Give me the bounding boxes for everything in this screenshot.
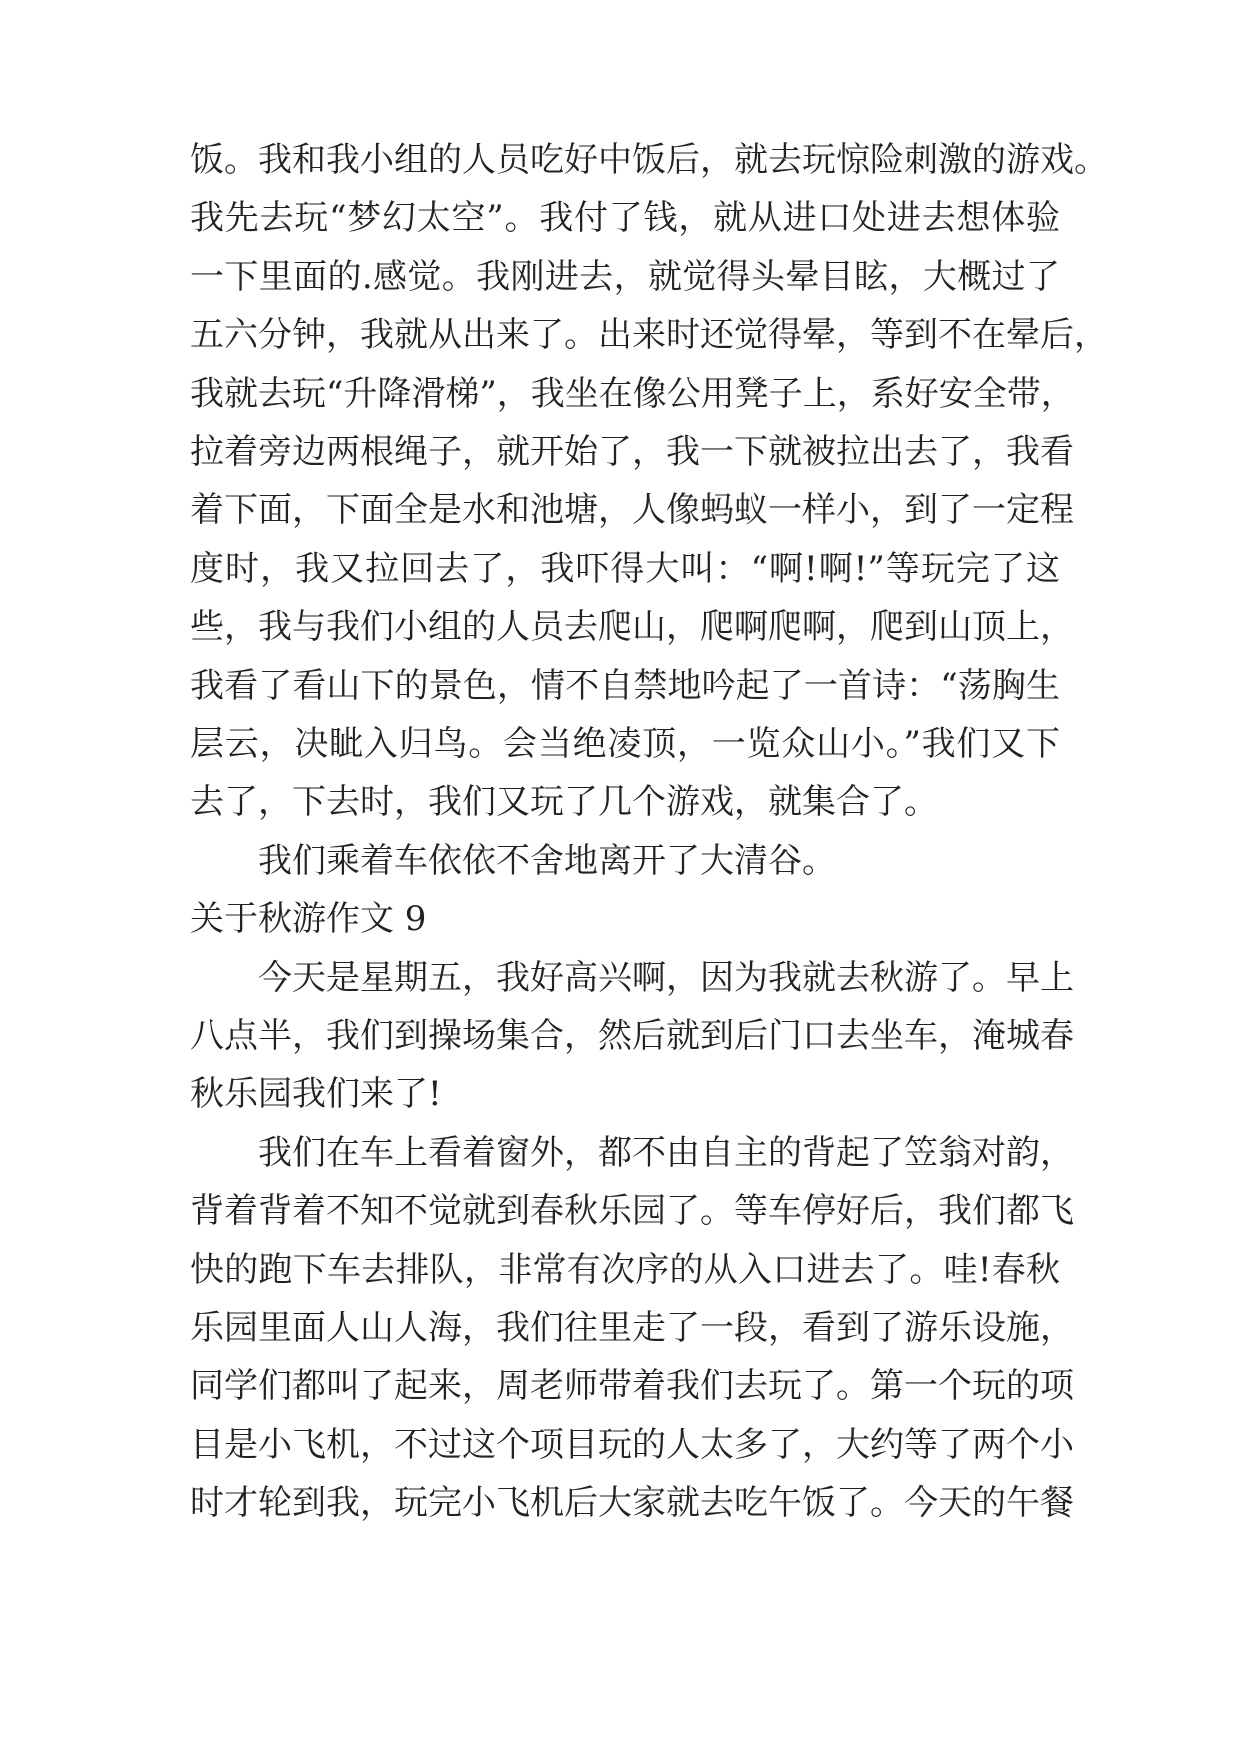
text-line: 八点半，我们到操场集合，然后就到后门口去坐车，淹城春: [190, 1016, 1074, 1056]
text-line: 乐园里面人山人海，我们往里走了一段，看到了游乐设施，: [190, 1308, 1074, 1348]
text-line: 一下里面的.感觉。我刚进去，就觉得头晕目眩，大概过了: [190, 256, 1060, 297]
text-line: 我们乘着车依依不舍地离开了大清谷。: [258, 840, 836, 881]
text-line: 背着背着不知不觉就到春秋乐园了。等车停好后，我们都飞: [190, 1191, 1074, 1232]
text-line: 今天是星期五，我好高兴啊，因为我就去秋游了。早上: [258, 957, 1074, 998]
text-line: 快的跑下车去排队，非常有次序的从入口进去了。哇!春秋: [190, 1249, 1060, 1290]
text-line: 我就去玩“升降滑梯”，我坐在像公用凳子上，系好安全带，: [190, 373, 1075, 414]
text-line: 层云，决眦入归鸟。会当绝凌顶，一览众山小。”我们又下: [190, 724, 1060, 764]
text-line: 同学们都叫了起来，周老师带着我们去玩了。第一个玩的项: [190, 1366, 1074, 1407]
text-line: 去了，下去时，我们又玩了几个游戏，就集合了。: [190, 782, 938, 823]
text-line: 秋乐园我们来了!: [190, 1074, 442, 1115]
text-line: 我看了看山下的景色，情不自禁地吟起了一首诗：“荡胸生: [190, 665, 1060, 706]
text-line: 时才轮到我，玩完小飞机后大家就去吃午饭了。今天的午餐: [190, 1483, 1074, 1524]
text-line: 目是小飞机，不过这个项目玩的人太多了，大约等了两个小: [190, 1424, 1074, 1465]
text-line: 我先去玩“梦幻太空”。我付了钱，就从进口处进去想体验: [190, 198, 1060, 239]
text-line: 着下面，下面全是水和池塘，人像蚂蚁一样小，到了一定程: [190, 490, 1074, 531]
text-line: 我们在车上看着窗外，都不由自主的背起了笠翁对韵，: [258, 1132, 1074, 1173]
text-line: 度时，我又拉回去了，我吓得大叫：“啊!啊!”等玩完了这: [190, 548, 1060, 589]
section-heading: 关于秋游作文 9: [190, 899, 427, 940]
text-line: 饭。我和我小组的人员吃好中饭后，就去玩惊险刺激的游戏。: [190, 140, 1108, 180]
text-line: 拉着旁边两根绳子，就开始了，我一下就被拉出去了，我看: [190, 432, 1074, 472]
text-line: 些，我与我们小组的人员去爬山，爬啊爬啊，爬到山顶上，: [190, 607, 1074, 648]
text-line: 五六分钟，我就从出来了。出来时还觉得晕，等到不在晕后，: [190, 315, 1108, 356]
